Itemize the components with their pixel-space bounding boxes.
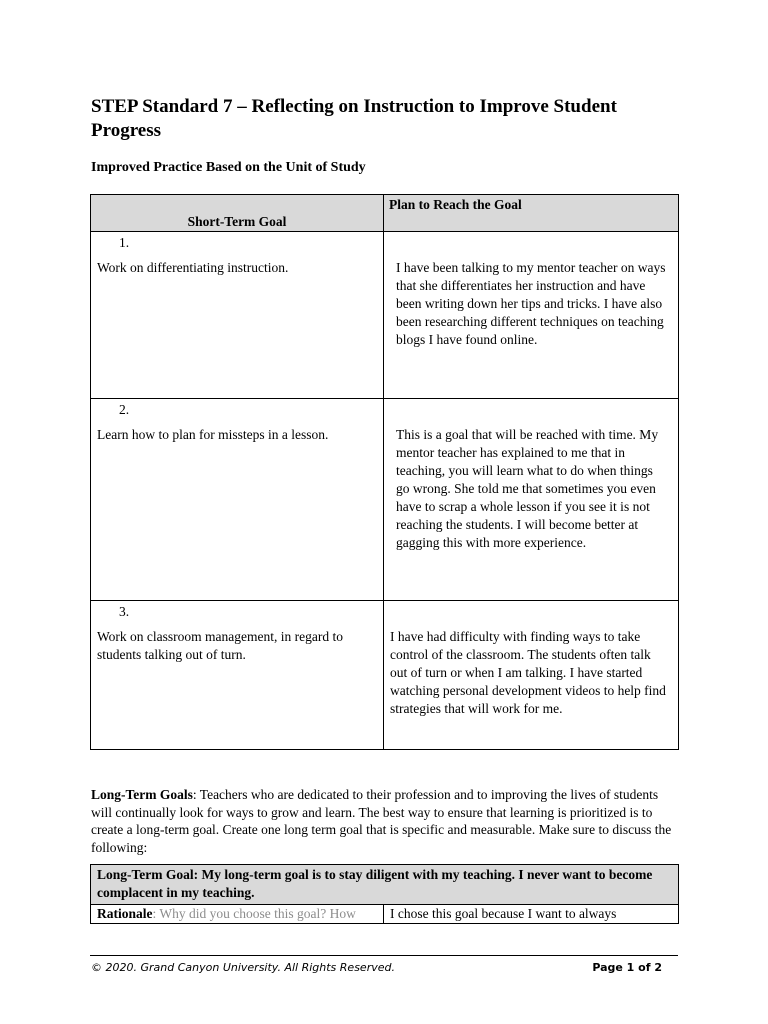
document-title: STEP Standard 7 – Reflecting on Instruction to Improve Student Progress <box>91 96 617 141</box>
table-row <box>91 601 679 750</box>
goal-number: 2. <box>119 402 130 417</box>
table-row <box>91 399 679 601</box>
long-term-goals-intro <box>91 786 681 856</box>
plan-cell <box>384 601 679 750</box>
rationale-label: Rationale <box>97 906 153 921</box>
rationale-prompt-cell <box>91 905 384 924</box>
header-short-term-goal: Short-Term Goal <box>91 195 384 232</box>
goal-cell <box>91 232 384 399</box>
plan-cell <box>384 232 679 399</box>
page-total: 2 <box>654 961 662 974</box>
goal-number: 3. <box>119 604 130 619</box>
goal-cell <box>91 399 384 601</box>
copyright-symbol: © <box>91 961 102 974</box>
long-term-goals-label: Long-Term Goals <box>91 787 193 802</box>
rationale-prompt: : Why did you choose this goal? How <box>152 906 356 921</box>
long-term-goal-table <box>90 864 679 924</box>
copyright-text: 2020. Grand Canyon University. All Rights Reserved. <box>102 961 395 974</box>
long-term-goals-text: : Teachers who are dedicated to their profession and to improving the lives of students will continually look for ways to grow and learn. The best way to ensure that learning is prioritized is to create a long-term goal. Create one long term goal that is specific and measurable. Make sure to discuss the following: <box>91 787 672 855</box>
page-current: 1 <box>626 961 635 974</box>
goal-number: 1. <box>119 235 130 250</box>
goal-cell <box>91 601 384 750</box>
rationale-row <box>91 905 679 924</box>
plan-text: This is a goal that will be reached with time. My mentor teacher has explained to me that in teaching, you will learn what to do when things go wrong. She told me that sometimes you even have to scrap a whole lesson if you see it is not reaching the students. I will become better at gagging this with more experience. <box>396 427 659 550</box>
header-plan-to-reach-goal: Plan to Reach the Goal <box>384 195 679 232</box>
short-term-goals-table <box>90 194 679 750</box>
footer-copyright <box>91 961 395 974</box>
plan-cell <box>384 399 679 601</box>
table-row <box>91 232 679 399</box>
section-subtitle: Improved Practice Based on the Unit of Study <box>91 160 366 175</box>
plan-text: I have had difficulty with finding ways to take control of the classroom. The students often talk out of turn or when I am talking. I have started watching personal development videos to help find strategies that will work for me. <box>390 629 666 716</box>
plan-text: I have been talking to my mentor teacher on ways that she differentiates her instruction and have been writing down her tips and tricks. I have also been researching different techniques on teaching blogs I have found online. <box>396 260 666 347</box>
goal-text: Work on classroom management, in regard to students talking out of turn. <box>97 629 343 662</box>
goal-text: Work on differentiating instruction. <box>97 260 289 275</box>
long-term-goal-header-row <box>91 865 679 905</box>
table-header-row <box>91 195 679 232</box>
long-term-goal-header: Long-Term Goal: My long-term goal is to stay diligent with my teaching. I never want to become complacent in my teaching. <box>91 865 679 905</box>
footer-divider <box>90 955 678 956</box>
goal-text: Learn how to plan for missteps in a lesson. <box>97 427 329 442</box>
rationale-answer-cell: I chose this goal because I want to always <box>384 905 679 924</box>
footer-page-number: Page 1 of 2 <box>592 961 662 974</box>
